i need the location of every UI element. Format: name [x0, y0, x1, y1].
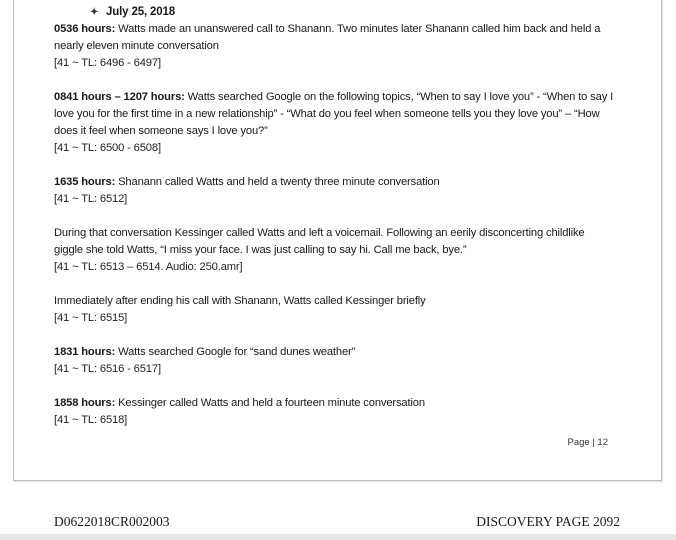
page-number: Page | 12	[567, 437, 608, 448]
entry-reference: [41 ~ TL: 6496 - 6497]	[54, 57, 161, 69]
entry-time: 1635 hours:	[54, 176, 116, 188]
timeline-entry-call-kessinger	[54, 293, 614, 327]
timeline-entry-1635	[54, 174, 614, 208]
entry-time: 1858 hours:	[54, 397, 116, 409]
entry-description: Watts searched Google on the following topics, “When to say I love you” - “When to say I love you for the first time in a new relationship” - “What do you feel when someone tells you they love you” – “How does it feel when someone says I love you?”	[54, 91, 614, 137]
entry-reference: [41 ~ TL: 6513 – 6514. Audio: 250.amr]	[54, 261, 243, 273]
entry-time: 1831 hours:	[54, 346, 116, 358]
entry-text	[54, 293, 614, 310]
entry-text	[54, 395, 614, 412]
entry-description: Immediately after ending his call with Shanann, Watts called Kessinger briefly	[54, 295, 426, 307]
entry-reference: [41 ~ TL: 6518]	[54, 414, 128, 426]
entry-time: 0841 hours – 1207 hours:	[54, 91, 185, 103]
entry-reference: [41 ~ TL: 6515]	[54, 312, 128, 324]
bates-document-id: D0622018CR002003	[54, 514, 170, 529]
entry-reference: [41 ~ TL: 6516 - 6517]	[54, 363, 161, 375]
entry-time: 0536 hours:	[54, 23, 116, 35]
entry-text	[54, 89, 614, 140]
entry-description: Shanann called Watts and held a twenty three minute conversation	[115, 176, 440, 188]
entry-text	[54, 174, 614, 191]
entry-text	[54, 344, 614, 361]
entry-description: Watts searched Google for “sand dunes weather”	[115, 346, 356, 358]
timeline-entry-1831	[54, 344, 614, 378]
entry-reference: [41 ~ TL: 6500 - 6508]	[54, 142, 161, 154]
timeline-entry-0841	[54, 89, 614, 157]
timeline-entry-1858	[54, 395, 614, 429]
entry-description: Watts made an unanswered call to Shanann. Two minutes later Shanann called him back and held a nearly eleven minute conversation	[54, 23, 601, 52]
entry-text	[54, 21, 614, 55]
star-bullet-icon: ✦	[90, 7, 99, 18]
entry-description: Kessinger called Watts and held a fourteen minute conversation	[115, 397, 425, 409]
timeline-entry-voicemail	[54, 225, 614, 276]
timeline-entry-0536	[54, 21, 614, 72]
viewer-bottom-band	[0, 534, 676, 540]
document-body	[54, 4, 614, 446]
bates-discovery-page: DISCOVERY PAGE 2092	[476, 514, 620, 529]
entry-reference: [41 ~ TL: 6512]	[54, 193, 128, 205]
entry-text	[54, 225, 614, 259]
date-heading	[54, 4, 614, 21]
date-heading-text: July 25, 2018	[106, 6, 176, 18]
entry-description: During that conversation Kessinger called Watts and left a voicemail. Following an eerily disconcerting childlike giggle she told Watts, “I miss your face. I was just calling to say hi. Call me back, bye.”	[54, 227, 585, 256]
